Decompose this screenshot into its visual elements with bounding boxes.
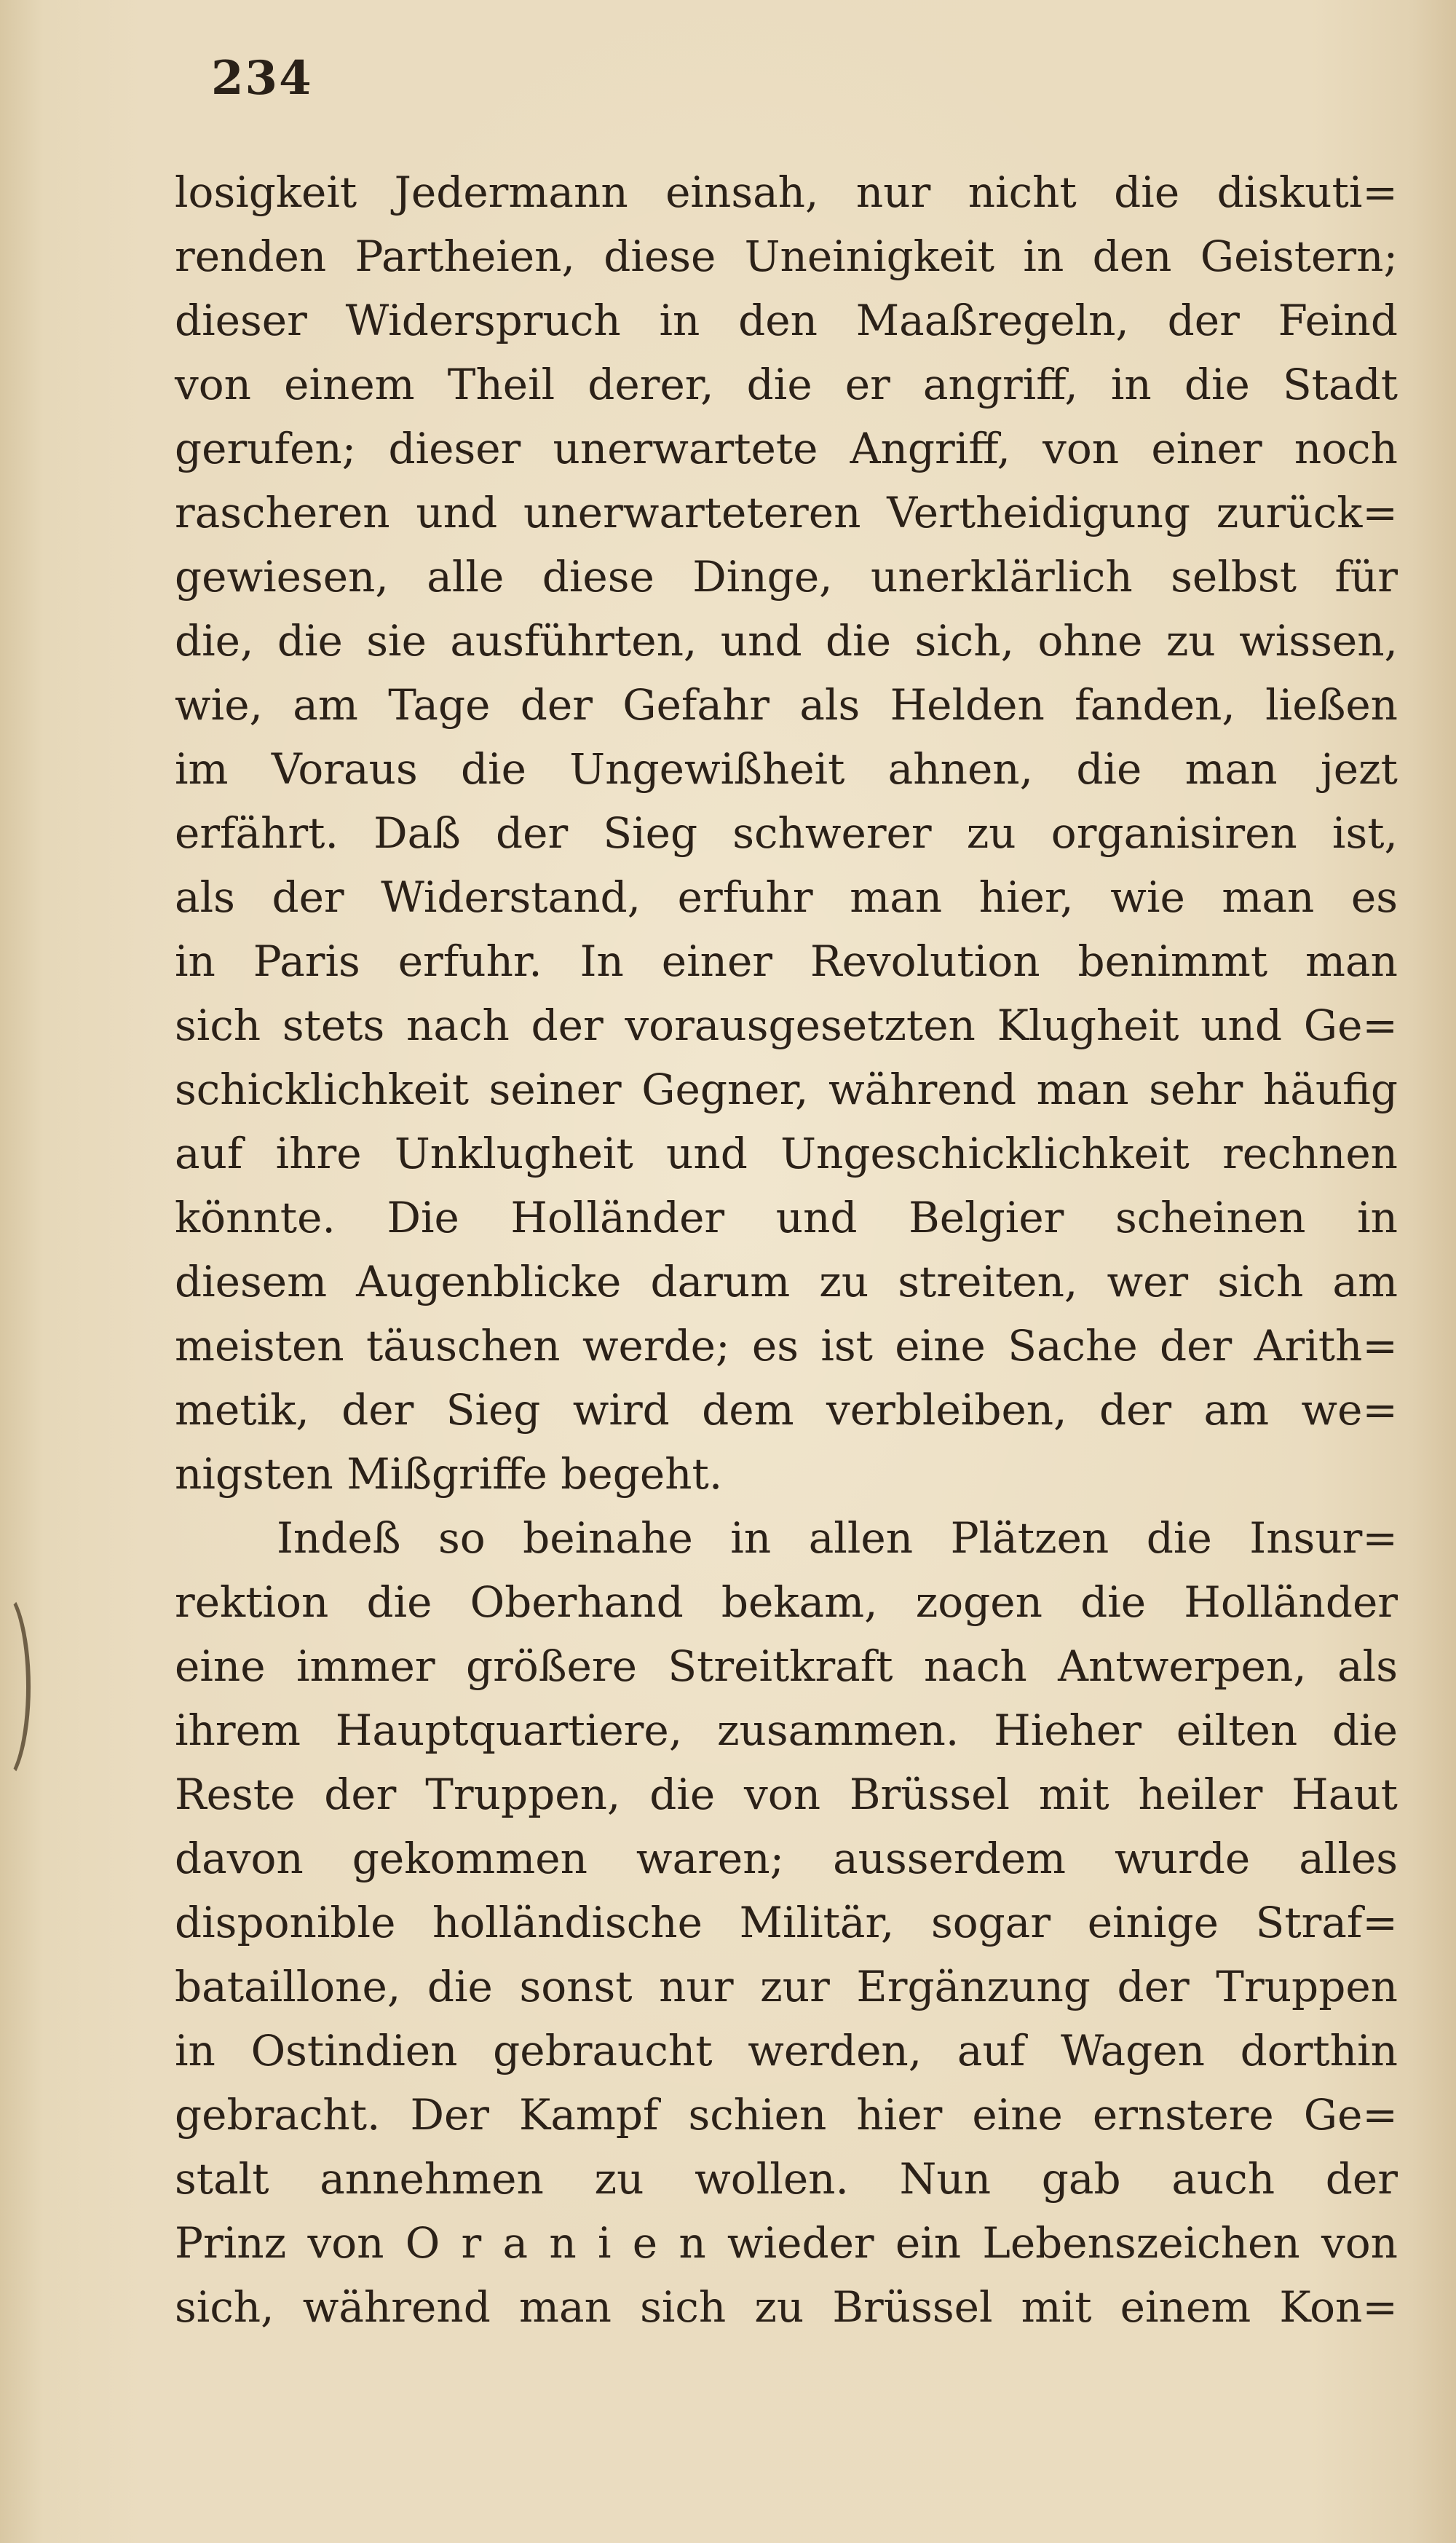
text-line: losigkeit Jedermann einsah, nur nicht die diskuti= — [175, 167, 1398, 217]
text-line: gerufen; dieser unerwartete Angriff, von einer noch — [175, 424, 1398, 473]
text-line: rascheren und unerwarteteren Vertheidigung zurück= — [175, 488, 1398, 537]
text-line: diesem Augenblicke darum zu streiten, wer sich am — [175, 1257, 1398, 1306]
body-text — [175, 160, 1398, 2339]
text-line: stalt annehmen zu wollen. Nun gab auch der — [175, 2154, 1398, 2204]
text-line: metik, der Sieg wird dem verbleiben, der am we= — [175, 1385, 1398, 1435]
text-line: Indeß so beinahe in allen Plätzen die Insur= — [277, 1513, 1398, 1563]
text-line: als der Widerstand, erfuhr man hier, wie man es — [175, 872, 1398, 922]
text-line: von einem Theil derer, die er angriff, in die Stadt — [175, 360, 1398, 409]
text-line: auf ihre Unklugheit und Ungeschicklichkeit rechnen — [175, 1129, 1398, 1178]
text-line: rektion die Oberhand bekam, zogen die Holländer — [175, 1577, 1398, 1627]
text-line: Reste der Truppen, die von Brüssel mit heiler Haut — [175, 1770, 1398, 1819]
text-line: in Ostindien gebraucht werden, auf Wagen dorthin — [175, 2026, 1398, 2075]
text-line: die, die sie ausführten, und die sich, ohne zu wissen, — [175, 616, 1398, 666]
text-line: disponible holländische Militär, sogar einige Straf= — [175, 1898, 1398, 1947]
page-edge-mark — [0, 1588, 31, 1786]
paragraph — [175, 1506, 1398, 2339]
text-line: sich, während man sich zu Brüssel mit einem Kon= — [175, 2282, 1398, 2332]
text-line: eine immer größere Streitkraft nach Antwerpen, als — [175, 1641, 1398, 1691]
text-line: gewiesen, alle diese Dinge, unerklärlich selbst für — [175, 552, 1398, 602]
text-line: gebracht. Der Kampf schien hier eine ernstere Ge= — [175, 2090, 1398, 2140]
text-line: erfährt. Daß der Sieg schwerer zu organisiren ist, — [175, 808, 1398, 858]
text-line: könnte. Die Holländer und Belgier scheinen in — [175, 1193, 1398, 1242]
text-line: meisten täuschen werde; es ist eine Sache der Arith= — [175, 1321, 1398, 1371]
text-line: sich stets nach der vorausgesetzten Klugheit und Ge= — [175, 1001, 1398, 1050]
text-line: in Paris erfuhr. In einer Revolution benimmt man — [175, 937, 1398, 986]
text-line: schicklichkeit seiner Gegner, während man sehr häufig — [175, 1065, 1398, 1114]
text-line: im Voraus die Ungewißheit ahnen, die man jezt — [175, 744, 1398, 794]
text-line: wie, am Tage der Gefahr als Helden fanden, ließen — [175, 680, 1398, 730]
text-line: ihrem Hauptquartiere, zusammen. Hieher eilten die — [175, 1706, 1398, 1755]
paragraph — [175, 160, 1398, 1506]
text-line: renden Partheien, diese Uneinigkeit in den Geistern; — [175, 232, 1398, 281]
text-line: Prinz von O r a n i e n wieder ein Lebenszeichen von — [175, 2218, 1398, 2268]
text-line: bataillone, die sonst nur zur Ergänzung der Truppen — [175, 1962, 1398, 2011]
text-line: davon gekommen waren; ausserdem wurde alles — [175, 1834, 1398, 1883]
page-number: 234 — [211, 51, 313, 106]
text-line: nigsten Mißgriffe begeht. — [175, 1449, 723, 1499]
text-line: dieser Widerspruch in den Maaßregeln, der Feind — [175, 296, 1398, 345]
